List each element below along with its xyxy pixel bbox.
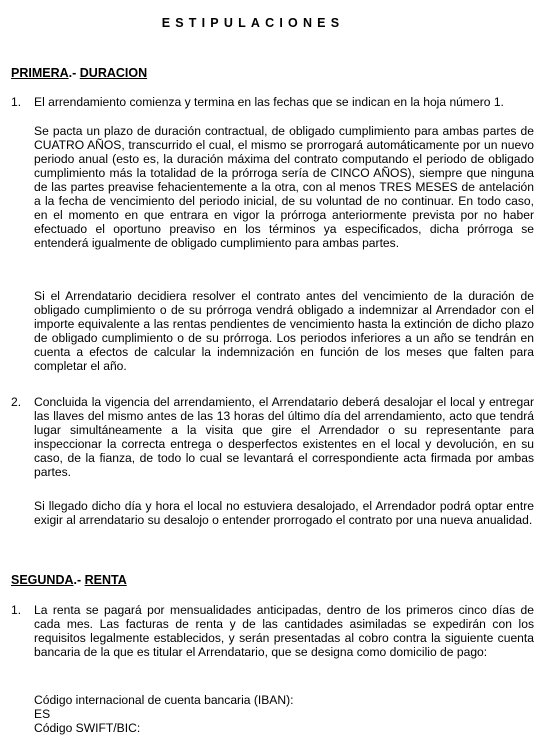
clause-paragraph: La renta se pagará por mensualidades anticipadas, dentro de los primeros cinco días de cada mes. Las facturas de renta y de las cantidades asimiladas se expedirán con los requisitos legalmente establecidos, y serán presentadas al cobro contra la siguiente cuenta bancaria de la que es titular el Arrendatario, que se designa como domicilio de pago: <box>34 603 534 659</box>
iban-value: ES <box>34 707 51 721</box>
clause-paragraph: Si el Arrendatario decidiera resolver el contrato antes del vencimiento de la duración de obligado cumplimiento o de su prórroga vendrá obligado a indemnizar al Arrendador con el importe equivalente a las rentas pendientes de vencimiento hasta la extinción de dicho plazo de obligado cumplimiento o de su prórroga. Los periodos inferiores a un año se tendrán en cuenta a efectos de calcular la indemnización en función de los meses que falten para completar el año. <box>34 289 534 373</box>
document-title: ESTIPULACIONES <box>161 16 345 30</box>
section-heading-segunda <box>11 573 127 587</box>
section-heading-primera <box>11 66 147 80</box>
section-separator: .- <box>73 573 85 587</box>
clause-paragraph: Concluida la vigencia del arrendamiento, el Arrendatario deberá desalojar el local y entregar las llaves del mismo antes de las 13 horas del último día del arrendamiento, acto que tendrá lugar simultáneamente a la visita que gire el Arrendador o su representante para inspeccionar la correcta entrega o desperfectos existentes en el local y devolución, en su caso, de la fianza, de todo lo cual se levantará el correspondiente acta firmada por ambas partes. <box>34 395 534 479</box>
clause-paragraph: Si llegado dicho día y hora el local no estuviera desalojado, el Arrendador podrá optar entre exigir al arrendatario su desalojo o entender prorrogado el contrato por una nueva anualidad. <box>34 499 534 527</box>
clause-paragraph: Se pacta un plazo de duración contractual, de obligado cumplimiento para ambas partes de CUATRO AÑOS, transcurrido el cual, el mismo se prorrogará automáticamente por un nuevo periodo anual (esto es, la duración máxima del contrato computando el periodo de obligado cumplimiento más la totalidad de la prórroga sería de CINCO AÑOS), siempre que ninguna de las partes preavise fehacientemente a la otra, con al menos TRES MESES de antelación a la fecha de vencimiento del periodo inicial, de su voluntad de no continuar. En todo caso, en el momento en que entrara en vigor la prórroga anteriormente prevista por no haber efectuado el oportuno preaviso en los términos ya especificados, dicha prórroga se entenderá igualmente de obligado cumplimiento para ambas partes. <box>34 124 534 250</box>
section-topic: RENTA <box>84 573 127 587</box>
iban-label: Código internacional de cuenta bancaria (IBAN): <box>34 693 294 707</box>
section-topic: DURACION <box>79 66 148 80</box>
clause-paragraph: El arrendamiento comienza y termina en las fechas que se indican en la hoja número 1. <box>34 95 504 109</box>
section-name: SEGUNDA <box>11 573 74 587</box>
clause-number: 2. <box>11 395 22 409</box>
section-name: PRIMERA <box>11 66 69 80</box>
clause-number: 1. <box>11 603 22 617</box>
swift-label: Código SWIFT/BIC: <box>34 721 141 735</box>
clause-number: 1. <box>11 95 22 109</box>
bank-details <box>34 693 534 735</box>
section-separator: .- <box>68 66 80 80</box>
